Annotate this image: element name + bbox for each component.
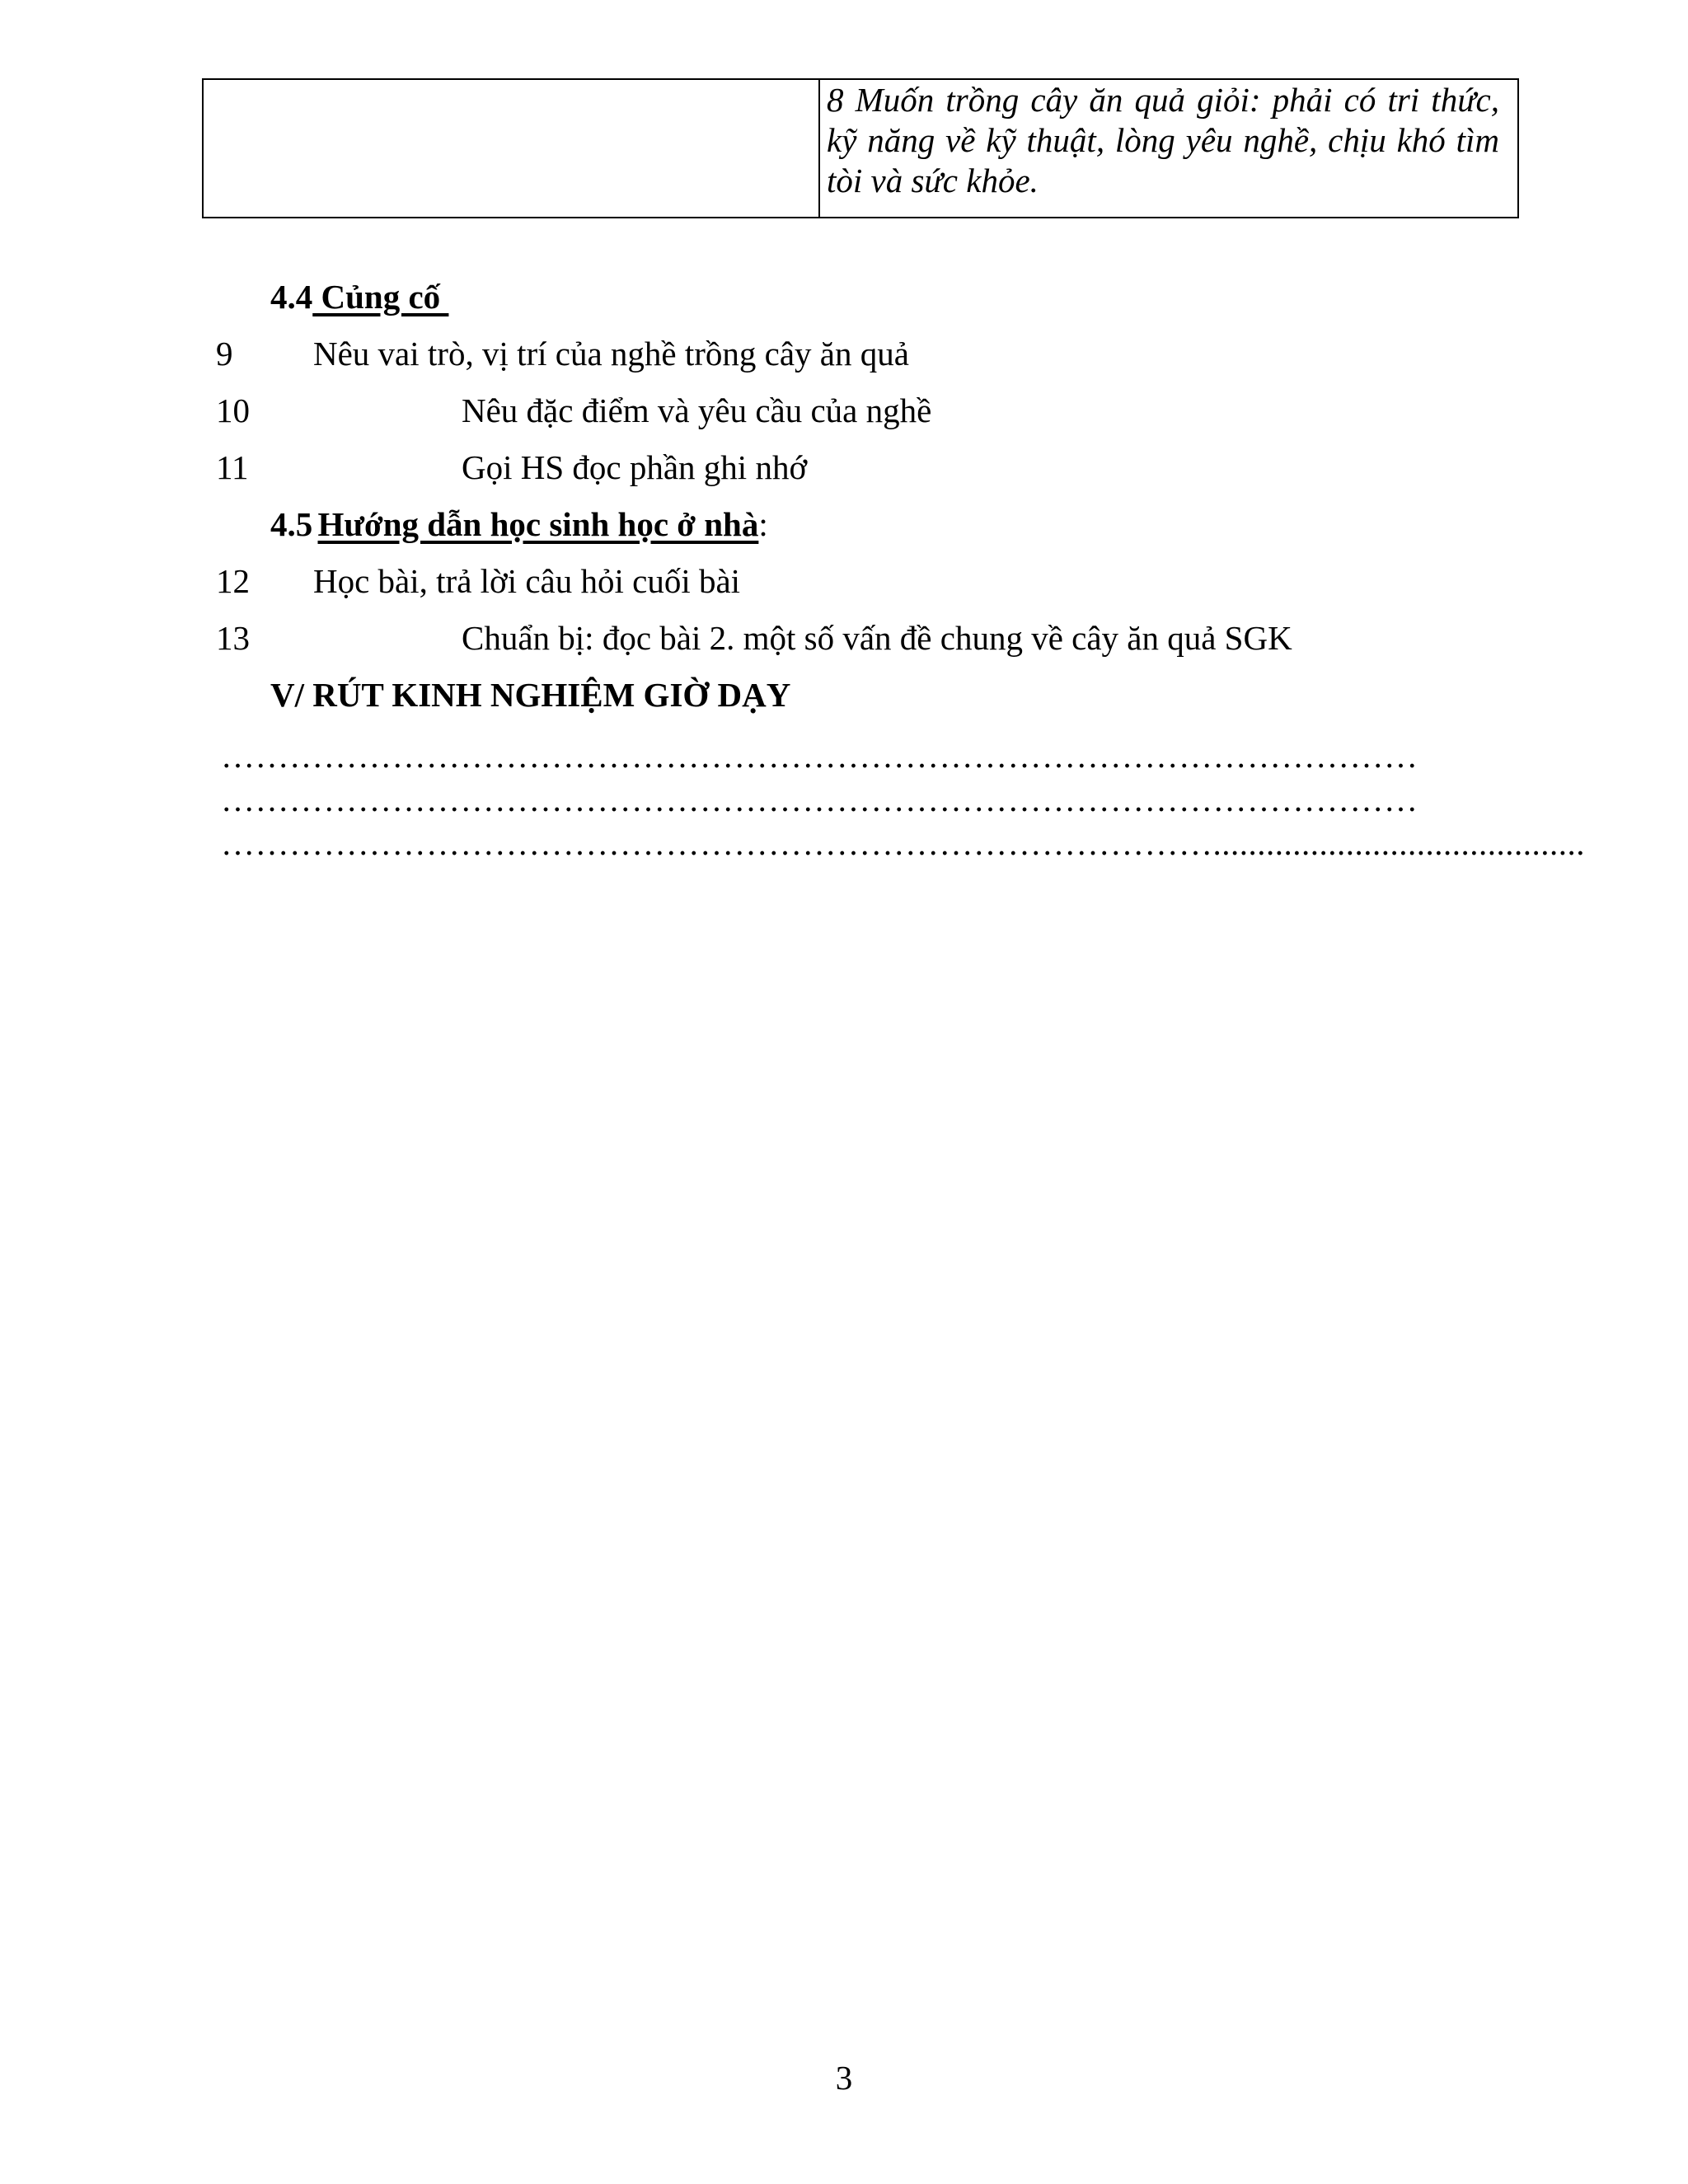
section-4-5-heading bbox=[270, 504, 768, 545]
item-number: 13 bbox=[216, 619, 250, 657]
table-cell-right bbox=[820, 80, 1517, 217]
section-4-5-suffix: : bbox=[758, 505, 768, 543]
item-number: 12 bbox=[216, 562, 250, 600]
table-cell-left bbox=[204, 80, 820, 217]
section-4-4-title: Củng cố bbox=[312, 278, 449, 316]
item-number: 9 bbox=[216, 335, 233, 373]
table-cell-text: 8 Muốn trồng cây ăn quả giỏi: phải có tri thức, kỹ năng về kỹ thuật, lòng yêu nghề, chịu khó tìm tòi và sức khỏe. bbox=[827, 81, 1499, 199]
section-v-heading: V/ RÚT KINH NGHIỆM GIỜ DẠY bbox=[270, 676, 791, 714]
section-4-5-number: 4.5 bbox=[270, 505, 313, 543]
item-number: 11 bbox=[216, 448, 249, 486]
dotted-line: …………………………………………………………………………….......................................... bbox=[221, 824, 1585, 862]
section-4-5-title: Hướng dẫn học sinh học ở nhà bbox=[317, 505, 759, 543]
list-item: Nêu vai trò, vị trí của nghề trồng cây ăn quả bbox=[313, 335, 909, 373]
list-item: Chuẩn bị: đọc bài 2. một số vấn đề chung về cây ăn quả SGK bbox=[462, 619, 1292, 657]
dotted-line: …………………………………………………………………………………………… bbox=[221, 737, 1418, 775]
item-number: 10 bbox=[216, 391, 250, 429]
lesson-table bbox=[202, 78, 1519, 218]
page-number: 3 bbox=[835, 2059, 853, 2097]
section-4-4-heading bbox=[270, 276, 448, 317]
list-item: Học bài, trả lời câu hỏi cuối bài bbox=[313, 562, 741, 600]
section-4-4-number: 4.4 bbox=[270, 278, 313, 316]
dotted-line: …………………………………………………………………………………………… bbox=[221, 780, 1418, 818]
list-item: Gọi HS đọc phần ghi nhớ bbox=[462, 448, 808, 486]
list-item: Nêu đặc điểm và yêu cầu của nghề bbox=[462, 391, 932, 429]
